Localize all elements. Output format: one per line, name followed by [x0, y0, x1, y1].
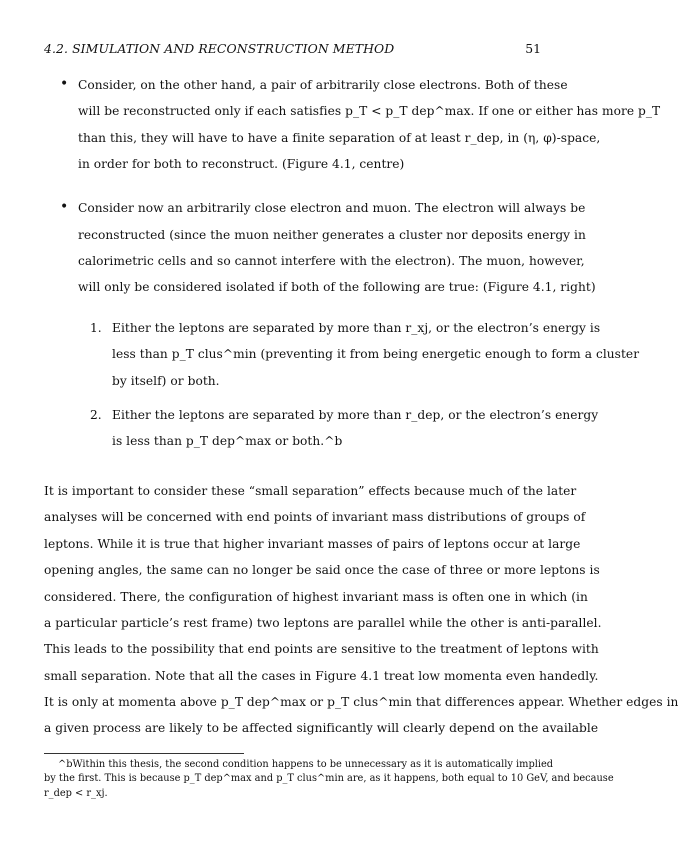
- bullet-1-line-2: will be reconstructed only if each satisfies p_T < p_T dep^max. If one or either has more p_T: [78, 104, 661, 118]
- enum-1-line-3: by itself) or both.: [112, 374, 220, 388]
- bullet-1-line-3: than this, they will have to have a finite separation of at least r_dep, in (η, φ)-space,: [78, 131, 601, 145]
- paragraph-line-5: considered. There, the configuration of highest invariant mass is often one in which (in: [44, 590, 588, 604]
- bullet-1-line-4: in order for both to reconstruct. (Figure 4.1, centre): [78, 157, 405, 171]
- enum-2-line-1: Either the leptons are separated by more than r_dep, or the electron’s energy: [112, 408, 599, 422]
- paragraph-line-6: a particular particle’s rest frame) two leptons are parallel while the other is anti-parallel.: [44, 616, 602, 630]
- paragraph-line-7: This leads to the possibility that end points are sensitive to the treatment of leptons with: [44, 642, 599, 656]
- bullet-2-line-2: reconstructed (since the muon neither generates a cluster nor deposits energy in: [78, 228, 586, 242]
- footnote-line-3: r_dep < r_xj.: [44, 788, 108, 799]
- paragraph-line-2: analyses will be concerned with end points of invariant mass distributions of groups of: [44, 510, 586, 524]
- paragraph-line-1: It is important to consider these “small separation” effects because much of the later: [44, 484, 577, 498]
- enum-2-line-2: is less than p_T dep^max or both.^b: [112, 434, 343, 448]
- footnote-line-1: ^bWithin this thesis, the second condition happens to be unnecessary as it is automatically implied: [58, 759, 554, 770]
- paragraph-line-8: small separation. Note that all the cases in Figure 4.1 treat low momenta even handedly.: [44, 669, 599, 683]
- bullet-2-line-4: will only be considered isolated if both of the following are true: (Figure 4.1, right): [78, 280, 596, 294]
- paragraph-line-4: opening angles, the same can no longer be said once the case of three or more leptons is: [44, 563, 600, 577]
- bullet-1-line-1: Consider, on the other hand, a pair of arbitrarily close electrons. Both of these: [78, 78, 568, 92]
- footnote-rule: [44, 753, 244, 754]
- footnote-line-2: by the first. This is because p_T dep^max and p_T clus^min are, as it happens, both equal to 10 GeV, and because: [44, 773, 614, 784]
- paragraph-line-3: leptons. While it is true that higher invariant masses of pairs of leptons occur at large: [44, 537, 581, 551]
- bullet-2-marker: •: [60, 199, 69, 215]
- bullet-2-line-3: calorimetric cells and so cannot interfere with the electron). The muon, however,: [78, 254, 585, 268]
- page-number: 51: [525, 41, 541, 56]
- running-header: 4.2. SIMULATION AND RECONSTRUCTION METHOD: [44, 41, 395, 56]
- bullet-1-marker: •: [60, 76, 69, 92]
- enum-1-line-1: Either the leptons are separated by more than r_xj, or the electron’s energy is: [112, 321, 601, 335]
- enum-2-number: 2.: [90, 408, 102, 422]
- enum-1-line-2: less than p_T clus^min (preventing it from being energetic enough to form a cluster: [112, 347, 640, 361]
- enum-1-number: 1.: [90, 321, 102, 335]
- paragraph-line-10: a given process are likely to be affected significantly will clearly depend on the available: [44, 721, 599, 735]
- paragraph-line-9: It is only at momenta above p_T dep^max or p_T clus^min that differences appear. Whether edges in: [44, 695, 678, 709]
- bullet-2-line-1: Consider now an arbitrarily close electron and muon. The electron will always be: [78, 201, 586, 215]
